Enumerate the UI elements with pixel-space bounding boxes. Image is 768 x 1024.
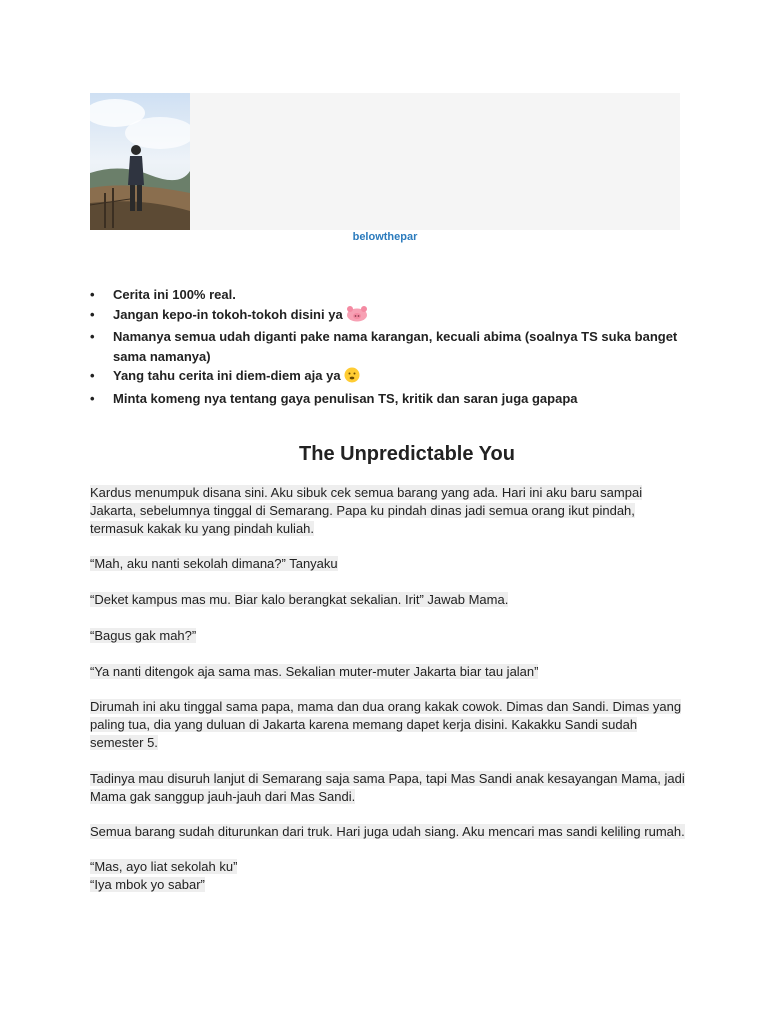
story-paragraph: Tadinya mau disuruh lanjut di Semarang saja sama Papa, tapi Mas Sandi anak kesayangan Mama, jadi Mama gak sanggup jauh-jauh dari Mas Sandi. (90, 771, 685, 804)
bullet-item (90, 366, 680, 389)
story-paragraph: Kardus menumpuk disana sini. Aku sibuk cek semua barang yang ada. Hari ini aku baru sampai Jakarta, sebelumnya tinggal di Semarang. Papa ku pindah dinas jadi semua orang ikut pindah, termasuk kakak ku yang pindah kuliah. (90, 485, 643, 536)
story-paragraph: Dirumah ini aku tinggal sama papa, mama dan dua orang kakak cowok. Dimas dan Sandi. Dimas yang paling tua, dia yang duluan di Jakarta karena memang dapet kerja disini. Kakakku Sandi sudah semester 5. (90, 699, 682, 750)
story-title: The Unpredictable You (299, 443, 515, 465)
smile-emoji-icon (344, 367, 360, 389)
story-paragraph: “Deket kampus mas mu. Biar kalo berangkat sekalian. Irit” Jawab Mama. (90, 592, 509, 607)
story-paragraph: “Iya mbok yo sabar” (90, 877, 205, 892)
intro-bullet-list (90, 285, 680, 408)
bullet-text: Minta komeng nya tentang gaya penulisan TS, kritik dan saran juga gapapa (113, 390, 578, 406)
story-paragraph: “Mah, aku nanti sekolah dimana?” Tanyaku (90, 556, 338, 571)
profile-photo-image (90, 93, 190, 230)
bullet-item (90, 389, 680, 409)
story-paragraph: “Mas, ayo liat sekolah ku” (90, 859, 238, 874)
bullet-text: Yang tahu cerita ini diem-diem aja ya (113, 368, 341, 383)
bullet-item (90, 305, 680, 328)
story-paragraph: “Bagus gak mah?” (90, 628, 197, 643)
story-body (90, 484, 686, 894)
bullet-text: Jangan kepo-in tokoh-tokoh disini ya (113, 306, 343, 322)
bullet-text: Namanya semua udah diganti pake nama karangan, kecuali abima (soalnya TS suka banget sama namanya) (113, 329, 678, 364)
story-paragraph: “Ya nanti ditengok aja sama mas. Sekalian muter-muter Jakarta biar tau jalan” (90, 664, 539, 679)
bullet-item (90, 285, 680, 305)
bullet-text: Cerita ini 100% real. (113, 287, 236, 302)
username-link[interactable]: belowthepar (352, 231, 418, 243)
bullet-item (90, 327, 680, 366)
story-paragraph: Semua barang sudah diturunkan dari truk. Hari juga udah siang. Aku mencari mas sandi keliling rumah. (90, 824, 685, 839)
profile-photo[interactable] (90, 93, 190, 230)
pig-emoji-icon (346, 306, 368, 328)
profile-header (90, 93, 680, 230)
